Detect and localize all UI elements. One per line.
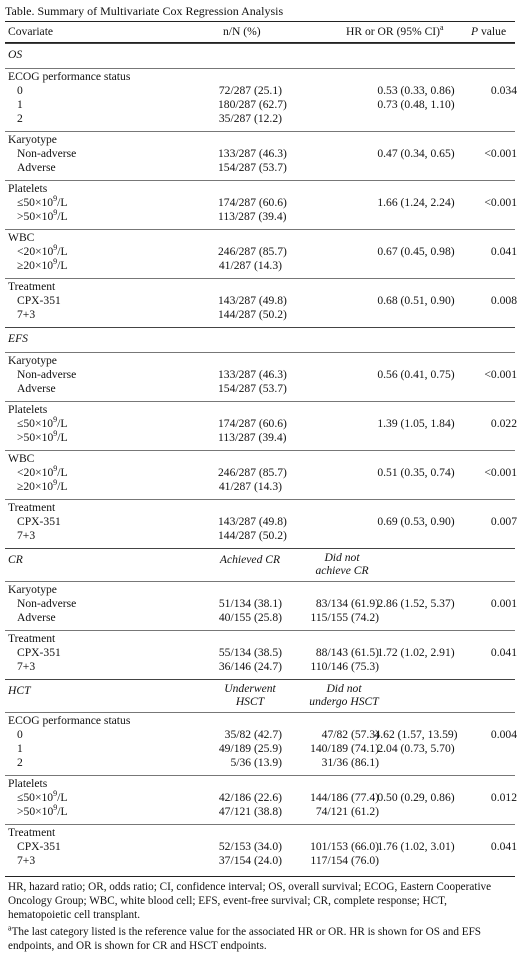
col-not-achieved-cr-2: achieve CR [315,564,369,577]
group-title: Platelets [8,403,48,416]
header-p: P value [471,25,507,38]
row-not-achieved: 47/82 (57.3) [321,728,379,741]
col-not-achieved-cr: Did not [324,551,360,564]
row-not-achieved: 101/153 (66.0) [310,840,379,853]
table-row [5,515,515,529]
row-n: 41/287 (14.3) [218,259,282,272]
group-title: WBC [8,231,35,244]
row-covariate: 7+3 [17,308,36,321]
row-p: 0.041 [490,245,517,258]
col-underwent: Underwent [224,682,276,695]
row-not-achieved: 144/186 (77.4) [310,791,379,804]
row-hr: 2.04 (0.73, 5.70) [377,742,455,755]
group-title: ECOG performance status [8,714,131,727]
row-p: <0.001 [484,196,517,209]
group-title: Karyotype [8,583,57,596]
row-n: 144/287 (50.2) [218,529,287,542]
row-n: 72/287 (25.1) [218,84,282,97]
header-n: n/N (%) [223,25,261,38]
row-p: 0.004 [490,728,517,741]
group-title: Treatment [8,826,56,839]
table-row [5,728,515,742]
header-hr: HR or OR (95% CI)$^a$ [346,23,444,38]
row-covariate: $\le 50\times 10^9/L$ [17,194,68,209]
row-covariate: $\le 50\times 10^9/L$ [17,415,68,430]
row-hr: 4.62 (1.57, 13.59) [374,728,458,741]
row-p: 0.022 [490,417,517,430]
row-n: 154/287 (53.7) [218,382,287,395]
table-row [5,756,515,770]
row-not-achieved: 74/121 (61.2) [315,805,379,818]
row-hr: 2.86 (1.52, 5.37) [377,597,455,610]
table-title: Table. Summary of Multivariate Cox Regression Analysis [5,4,284,18]
footnote-reference: $^a$The last category listed is the reference value for the associated HR or OR. HR is shown for OS and EFS endpoints, and OR is shown for CR and HSCT endpoints. [8,923,482,952]
row-n: 180/287 (62.7) [218,98,287,111]
table-row [5,147,515,161]
row-hr: 0.51 (0.35, 0.74) [377,466,455,479]
section-label-cr [5,548,515,581]
row-n: 113/287 (39.4) [218,210,287,223]
table-row [5,466,515,480]
row-not-achieved: 31/36 (86.1) [321,756,379,769]
table-row [5,660,515,674]
row-covariate: CPX-351 [17,294,61,307]
group-label [5,630,515,646]
table-row [5,529,515,543]
row-achieved: 40/155 (25.8) [218,611,282,624]
row-covariate: Non-adverse [17,147,77,160]
group-label [5,352,515,368]
row-n: 174/287 (60.6) [218,417,287,430]
row-covariate: $<20\times 10^9/L$ [17,243,68,258]
section-label [5,43,515,68]
table-row [5,210,515,224]
table-row [5,84,515,98]
group-gap [5,868,515,873]
row-not-achieved: 88/143 (61.5) [315,646,379,659]
row-covariate: $\ge 20\times 10^9/L$ [17,478,68,493]
row-not-achieved: 140/189 (74.1) [310,742,379,755]
row-hr: 1.66 (1.24, 2.24) [377,196,455,209]
row-not-achieved: 83/134 (61.9) [315,597,379,610]
row-p: <0.001 [484,147,517,160]
row-n: 41/287 (14.3) [218,480,282,493]
row-not-achieved: 110/146 (75.3) [310,660,379,673]
row-achieved: 42/186 (22.6) [218,791,282,804]
row-achieved: 36/146 (24.7) [218,660,282,673]
row-achieved: 35/82 (42.7) [224,728,282,741]
row-covariate: $>50\times 10^9/L$ [17,208,68,223]
row-n: 144/287 (50.2) [218,308,287,321]
row-hr: 1.72 (1.02, 2.91) [377,646,455,659]
table-row [5,161,515,175]
table-row [5,854,515,868]
row-n: 133/287 (46.3) [218,368,287,381]
row-covariate: 1 [17,742,23,755]
group-label [5,712,515,728]
table-row [5,196,515,210]
row-covariate: Adverse [17,382,56,395]
table-row [5,368,515,382]
table-row [5,742,515,756]
row-hr: 0.56 (0.41, 0.75) [377,368,455,381]
row-hr: 1.39 (1.05, 1.84) [377,417,455,430]
row-n: 246/287 (85.7) [218,245,287,258]
group-label [5,775,515,791]
row-p: 0.041 [490,840,517,853]
row-p: 0.007 [490,515,517,528]
row-not-achieved: 115/155 (74.2) [310,611,379,624]
row-hr: 0.53 (0.33, 0.86) [377,84,455,97]
row-covariate: $>50\times 10^9/L$ [17,429,68,444]
row-p: 0.034 [490,84,517,97]
row-hr: 0.67 (0.45, 0.98) [377,245,455,258]
row-covariate: $>50\times 10^9/L$ [17,803,68,818]
row-covariate: Adverse [17,611,56,624]
row-p: 0.008 [490,294,517,307]
group-label [5,824,515,840]
group-title: Platelets [8,777,48,790]
group-label [5,278,515,294]
row-hr: 0.69 (0.53, 0.90) [377,515,455,528]
row-covariate: $\ge 20\times 10^9/L$ [17,257,68,272]
section-title: CR [8,553,23,566]
group-title: Platelets [8,182,48,195]
row-covariate: $<20\times 10^9/L$ [17,464,68,479]
table-row [5,431,515,445]
group-title: Karyotype [8,133,57,146]
footnotes [5,876,515,953]
group-label [5,499,515,515]
row-covariate: 7+3 [17,529,36,542]
section-label [5,327,515,352]
row-p: 0.001 [490,597,517,610]
col-achieved-cr: Achieved CR [219,553,281,566]
group-title: ECOG performance status [8,70,131,83]
row-p: <0.001 [484,368,517,381]
section-title: EFS [8,332,28,345]
row-covariate: 7+3 [17,660,36,673]
section-title: OS [8,48,23,61]
table-row [5,840,515,854]
row-n: 133/287 (46.3) [218,147,287,160]
group-label [5,581,515,597]
row-covariate: CPX-351 [17,840,61,853]
row-hr: 1.76 (1.02, 3.01) [377,840,455,853]
table-row [5,417,515,431]
row-achieved: 47/121 (38.8) [218,805,282,818]
row-covariate: CPX-351 [17,646,61,659]
row-covariate: 0 [17,728,23,741]
row-achieved: 52/153 (34.0) [218,840,282,853]
row-hr: 0.47 (0.34, 0.65) [377,147,455,160]
row-hr: 0.68 (0.51, 0.90) [377,294,455,307]
group-title: Treatment [8,280,56,293]
row-achieved: 55/134 (38.5) [218,646,282,659]
row-p: <0.001 [484,466,517,479]
group-label [5,401,515,417]
row-covariate: 2 [17,112,23,125]
row-p: 0.041 [490,646,517,659]
table-row [5,294,515,308]
group-label [5,229,515,245]
row-p: 0.012 [490,791,517,804]
row-covariate: 0 [17,84,23,97]
table-row [5,382,515,396]
footnote-abbrev: HR, hazard ratio; OR, odds ratio; CI, confidence interval; OS, overall survival; ECOG, Eastern Cooperative Oncology Group; WBC, white blood cell; EFS, event-free survival; CR, complete response; HCT, hematopoietic cell transplant. [8,881,492,921]
table-row [5,308,515,322]
table-row [5,245,515,259]
table-body [5,43,515,873]
table-header [5,21,515,43]
row-n: 143/287 (49.8) [218,515,287,528]
row-achieved: 37/154 (24.0) [218,854,282,867]
group-label [5,131,515,147]
group-label [5,180,515,196]
row-achieved: 51/134 (38.1) [218,597,282,610]
col-not-undergo: Did not [326,682,362,695]
group-title: Treatment [8,501,56,514]
table-row [5,805,515,819]
row-covariate: 2 [17,756,23,769]
row-n: 143/287 (49.8) [218,294,287,307]
section-label-hct [5,679,515,712]
section-title: HCT [8,684,31,697]
row-not-achieved: 117/154 (76.0) [310,854,379,867]
row-n: 113/287 (39.4) [218,431,287,444]
row-covariate: CPX-351 [17,515,61,528]
row-covariate: Non-adverse [17,368,77,381]
row-covariate: Adverse [17,161,56,174]
table-row [5,112,515,126]
table-row [5,259,515,273]
table-row [5,791,515,805]
table-row [5,646,515,660]
row-n: 174/287 (60.6) [218,196,287,209]
col-underwent-2: HSCT [235,695,265,708]
table-row [5,611,515,625]
group-title: Karyotype [8,354,57,367]
row-n: 35/287 (12.2) [218,112,282,125]
row-covariate: $\le 50\times 10^9/L$ [17,789,68,804]
table-row [5,597,515,611]
col-not-undergo-2: undergo HSCT [309,695,379,708]
table-row [5,480,515,494]
group-title: Treatment [8,632,56,645]
group-title: WBC [8,452,35,465]
row-hr: 0.50 (0.29, 0.86) [377,791,455,804]
row-n: 154/287 (53.7) [218,161,287,174]
row-covariate: Non-adverse [17,597,77,610]
group-label [5,450,515,466]
row-covariate: 7+3 [17,854,36,867]
row-covariate: 1 [17,98,23,111]
row-achieved: 49/189 (25.9) [218,742,282,755]
row-n: 246/287 (85.7) [218,466,287,479]
header-covariate: Covariate [8,25,54,38]
row-hr: 0.73 (0.48, 1.10) [377,98,455,111]
table-row [5,98,515,112]
row-achieved: 5/36 (13.9) [230,756,282,769]
group-label [5,68,515,84]
